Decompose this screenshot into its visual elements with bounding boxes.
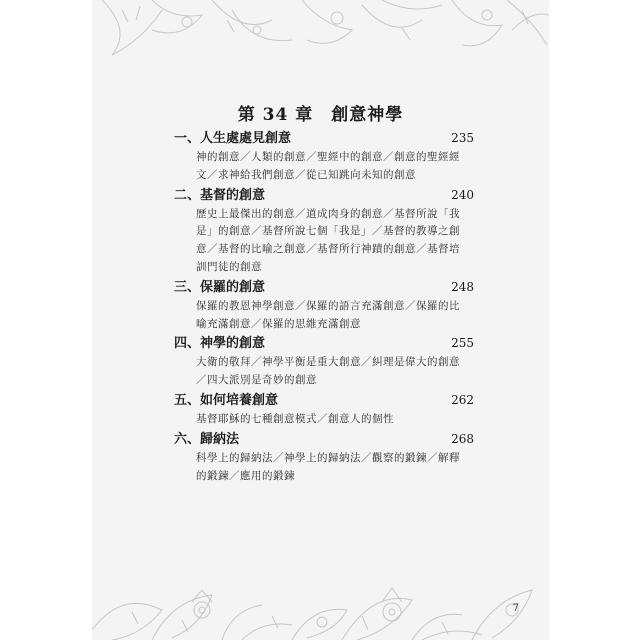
- toc-section-title: 三、保羅的創意: [174, 279, 266, 295]
- toc-page-number: 268: [451, 431, 474, 446]
- toc-subtopics: 基督耶穌的七種創意模式／創意人的個性: [196, 412, 394, 425]
- book-page: [92, 0, 549, 640]
- toc-page-number: 240: [451, 187, 474, 202]
- toc-section: [174, 390, 474, 429]
- toc-entry[interactable]: [174, 429, 474, 449]
- toc-subtopics: 大衛的敬拜／神學平衡是重大創意／糾理是偉大的創意／四大派別是奇妙的創意: [196, 356, 460, 387]
- toc-section-title: 六、歸納法: [174, 431, 240, 447]
- toc-section: [174, 185, 474, 277]
- floral-decoration-bottom: [92, 550, 549, 640]
- table-of-contents: [174, 128, 474, 485]
- toc-section-title: 四、神學的創意: [174, 336, 266, 352]
- toc-entry[interactable]: [174, 333, 474, 353]
- toc-entry[interactable]: [174, 390, 474, 410]
- toc-entry[interactable]: [174, 128, 474, 148]
- toc-page-number: 248: [451, 279, 474, 294]
- toc-subtopics: 科學上的歸納法／神學上的歸納法／觀察的鍛鍊／解釋的鍛鍊／應用的鍛鍊: [196, 451, 460, 482]
- page-number: 7: [512, 603, 519, 614]
- toc-page-number: 255: [451, 336, 474, 351]
- toc-subtopics: 保羅的教恩神學創意／保羅的語言充滿創意／保羅的比喻充滿創意／保羅的思維充滿創意: [196, 299, 460, 330]
- toc-entry[interactable]: [174, 277, 474, 297]
- toc-page-number: 235: [451, 131, 474, 145]
- toc-section-title: 五、如何培養創意: [174, 392, 279, 408]
- toc-section: [174, 429, 474, 486]
- chapter-title: 第 34 章 創意神學: [237, 105, 404, 125]
- toc-section: [174, 128, 474, 185]
- toc-entry[interactable]: [174, 185, 474, 205]
- toc-section-title: 一、人生處處見創意: [174, 131, 292, 146]
- toc-subtopics: 歷史上最傑出的創意／道成肉身的創意／基督所說「我是」的創意／基督所說七個「我是」／基督的教導之創意／基督的比喻之創意／基督所行神蹟的創意／基督培訓門徒的創意: [196, 207, 460, 273]
- toc-subtopics: 神的創意／人類的創意／聖經中的創意／創意的聖經經文／求神給我們創意／從已知跳向未知的創意: [196, 151, 460, 181]
- floral-decoration-top: [92, 0, 549, 60]
- toc-section: [174, 333, 474, 390]
- toc-section: [174, 277, 474, 334]
- toc-page-number: 262: [451, 392, 474, 407]
- toc-section-title: 二、基督的創意: [174, 187, 266, 203]
